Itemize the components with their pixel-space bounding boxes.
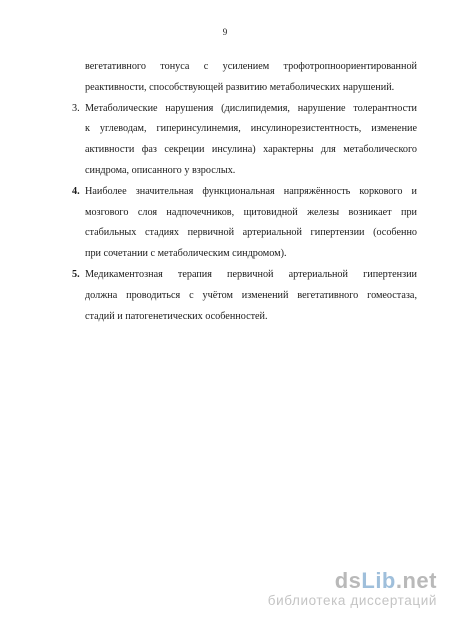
text-line: при сочетании с метаболическим синдромом). xyxy=(85,248,287,260)
page-number: 9 xyxy=(222,27,228,37)
list-item-4 xyxy=(60,182,417,265)
text-line: Медикаментозная терапия первичной артериальной гипертензии xyxy=(85,268,417,280)
watermark-logo-net: .net xyxy=(395,568,437,593)
text-line: Метаболические нарушения (дислипидемия, нарушение толерантности xyxy=(85,102,417,114)
list-item-3 xyxy=(60,99,417,182)
watermark-logo-lib: Lib xyxy=(361,568,396,593)
text-line: синдрома, описанного у взрослых. xyxy=(85,164,236,176)
list-number: 4. xyxy=(72,185,80,197)
text-line: реактивности, способствующей развитию метаболических нарушений. xyxy=(85,81,395,93)
list-number: 3. xyxy=(72,102,80,114)
list-number: 5. xyxy=(72,268,80,280)
watermark-logo xyxy=(237,569,437,593)
watermark-logo-ds: ds xyxy=(334,568,362,593)
text-line: стабильных стадиях первичной артериальной гипертензии (особенно xyxy=(85,227,417,239)
text-line: должна проводиться с учётом изменений вегетативного гомеостаза, xyxy=(85,289,417,301)
watermark xyxy=(237,569,437,609)
text-line: мозгового слоя надпочечников, щитовидной железы возникает при xyxy=(85,206,417,218)
text-line: стадий и патогенетических особенностей. xyxy=(85,310,268,322)
text-line: Наиболее значительная функциональная напряжённость коркового и xyxy=(85,185,417,197)
continuation-paragraph xyxy=(60,57,417,99)
text-line: активности фаз секреции инсулина) характерны для метаболического xyxy=(85,144,417,156)
document-body xyxy=(60,57,417,327)
list-item-5 xyxy=(60,265,417,327)
watermark-tagline: библиотека диссертаций xyxy=(267,593,437,608)
text-line: к углеводам, гиперинсулинемия, инсулинорезистентность, изменение xyxy=(85,123,417,135)
text-line: вегетативного тонуса с усилением трофотропноориентированной xyxy=(85,61,417,72)
